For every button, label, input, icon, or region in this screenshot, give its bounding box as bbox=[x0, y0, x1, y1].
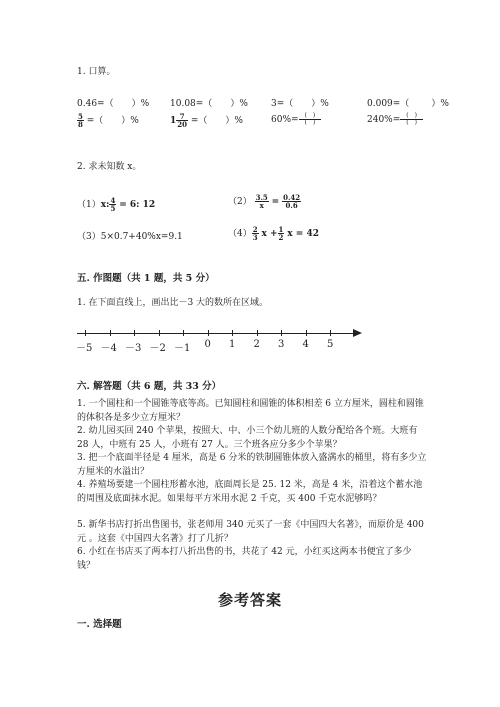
number-line-label: －4 bbox=[100, 343, 117, 354]
drawing-question: 1. 在下面直线上，画出比－3 大的数所在区域。 bbox=[77, 298, 269, 308]
equation-2: （2） $\frac{3.5}{x}$ = $\frac{0.42}{0.6}$ bbox=[228, 193, 301, 210]
number-line-label: －2 bbox=[149, 343, 166, 354]
answer-key-subheading: 一. 选择题 bbox=[77, 619, 122, 630]
number-line-tick bbox=[330, 330, 331, 336]
answer-question-1: 1. 一个圆柱和一个圆锥等底等高。已知圆柱和圆锥的体积相差 6 立方厘米，圆柱和圆锥的体积各是多少立方厘米？ bbox=[77, 399, 424, 423]
number-line-tick bbox=[232, 330, 233, 336]
answer-key-title: 参考答案 bbox=[218, 591, 283, 609]
answer-question-6: 6. 小红在书店买了两本打八折出售的书，共花了 42 元，小红买这两本书便宜了多少钱？ bbox=[77, 547, 412, 571]
equation-1: （1）x: $\frac{4}{5}$ = 6: 12 bbox=[77, 196, 156, 213]
number-line-tick bbox=[110, 330, 111, 336]
oral-item-4: 0.009=（ ）% bbox=[367, 99, 449, 109]
oral-item-8: 240%= $\frac{( )}{( )}$ bbox=[367, 113, 423, 126]
number-line-label: 4 bbox=[302, 339, 309, 350]
number-line-tick bbox=[306, 330, 307, 336]
number-line-tick bbox=[134, 330, 135, 336]
oral-item-6: 1 $\frac{7}{20}$ =（ ）% bbox=[170, 112, 243, 129]
number-line-tick bbox=[183, 330, 184, 336]
oral-item-5: $\frac{5}{8}$ =（ ）% bbox=[78, 112, 139, 129]
number-line-label: 2 bbox=[253, 339, 260, 350]
oral-calc-title: 1. 口算。 bbox=[77, 67, 116, 77]
number-line-tick bbox=[159, 330, 160, 336]
number-line bbox=[77, 326, 367, 356]
section-5-heading: 五. 作图题（共 1 题，共 5 分） bbox=[77, 273, 215, 284]
number-line-label: 1 bbox=[229, 339, 236, 350]
number-line-tick bbox=[85, 330, 86, 336]
answer-question-5: 5. 新华书店打折出售图书，张老师用 340 元买了一套《中国四大名著》，而原价是 400 元 。这套《中国四大名著》打了几折？ bbox=[77, 520, 424, 544]
oral-item-7: 60%= $\frac{( )}{( )}$ bbox=[271, 113, 321, 126]
number-line-label: －1 bbox=[174, 343, 191, 354]
answer-question-4: 4. 养殖场要建一个圆柱形蓄水池，底面周长是 25. 12 米，高是 4 米，沿着这个蓄水池的周围及底面抹水泥。如果每平方米用水泥 2 千克，买 400 千克水泥够吗？ bbox=[77, 480, 423, 504]
arrow-right-icon bbox=[353, 329, 362, 337]
number-line-label: －5 bbox=[76, 343, 93, 354]
number-line-label: 5 bbox=[327, 339, 334, 350]
answer-question-3: 3. 把一个底面半径是 4 厘米，高是 6 分米的铁制圆锥体放入盛满水的桶里，将有多少立方厘米的水溢出？ bbox=[77, 453, 427, 477]
answer-question-2: 2. 幼儿园买回 240 个苹果，按照大、中、小三个幼儿班的人数分配给各个班。大班有 28 人，中班有 25 人，小班有 27 人。三个班各应分多少个苹果？ bbox=[77, 426, 418, 450]
number-line-tick bbox=[208, 330, 209, 336]
oral-item-3: 3=（ ）% bbox=[271, 99, 329, 109]
number-line-tick bbox=[281, 330, 282, 336]
unknown-title: 2. 求未知数 x。 bbox=[77, 162, 142, 172]
oral-item-1: 0.46=（ ）% bbox=[77, 99, 150, 109]
number-line-label: 0 bbox=[204, 339, 211, 350]
equation-4: （4） $\frac{2}{3}$ x + $\frac{1}{2}$ x = 42 bbox=[228, 225, 319, 242]
equation-3: （3）5×0.7+40%x=9.1 bbox=[77, 232, 183, 242]
number-line-label: 3 bbox=[278, 339, 285, 350]
oral-item-2: 10.08=（ ）% bbox=[170, 99, 248, 109]
number-line-tick bbox=[257, 330, 258, 336]
section-6-heading: 六. 解答题（共 6 题，共 33 分） bbox=[77, 381, 222, 392]
number-line-axis bbox=[77, 333, 355, 334]
number-line-label: －3 bbox=[125, 343, 142, 354]
